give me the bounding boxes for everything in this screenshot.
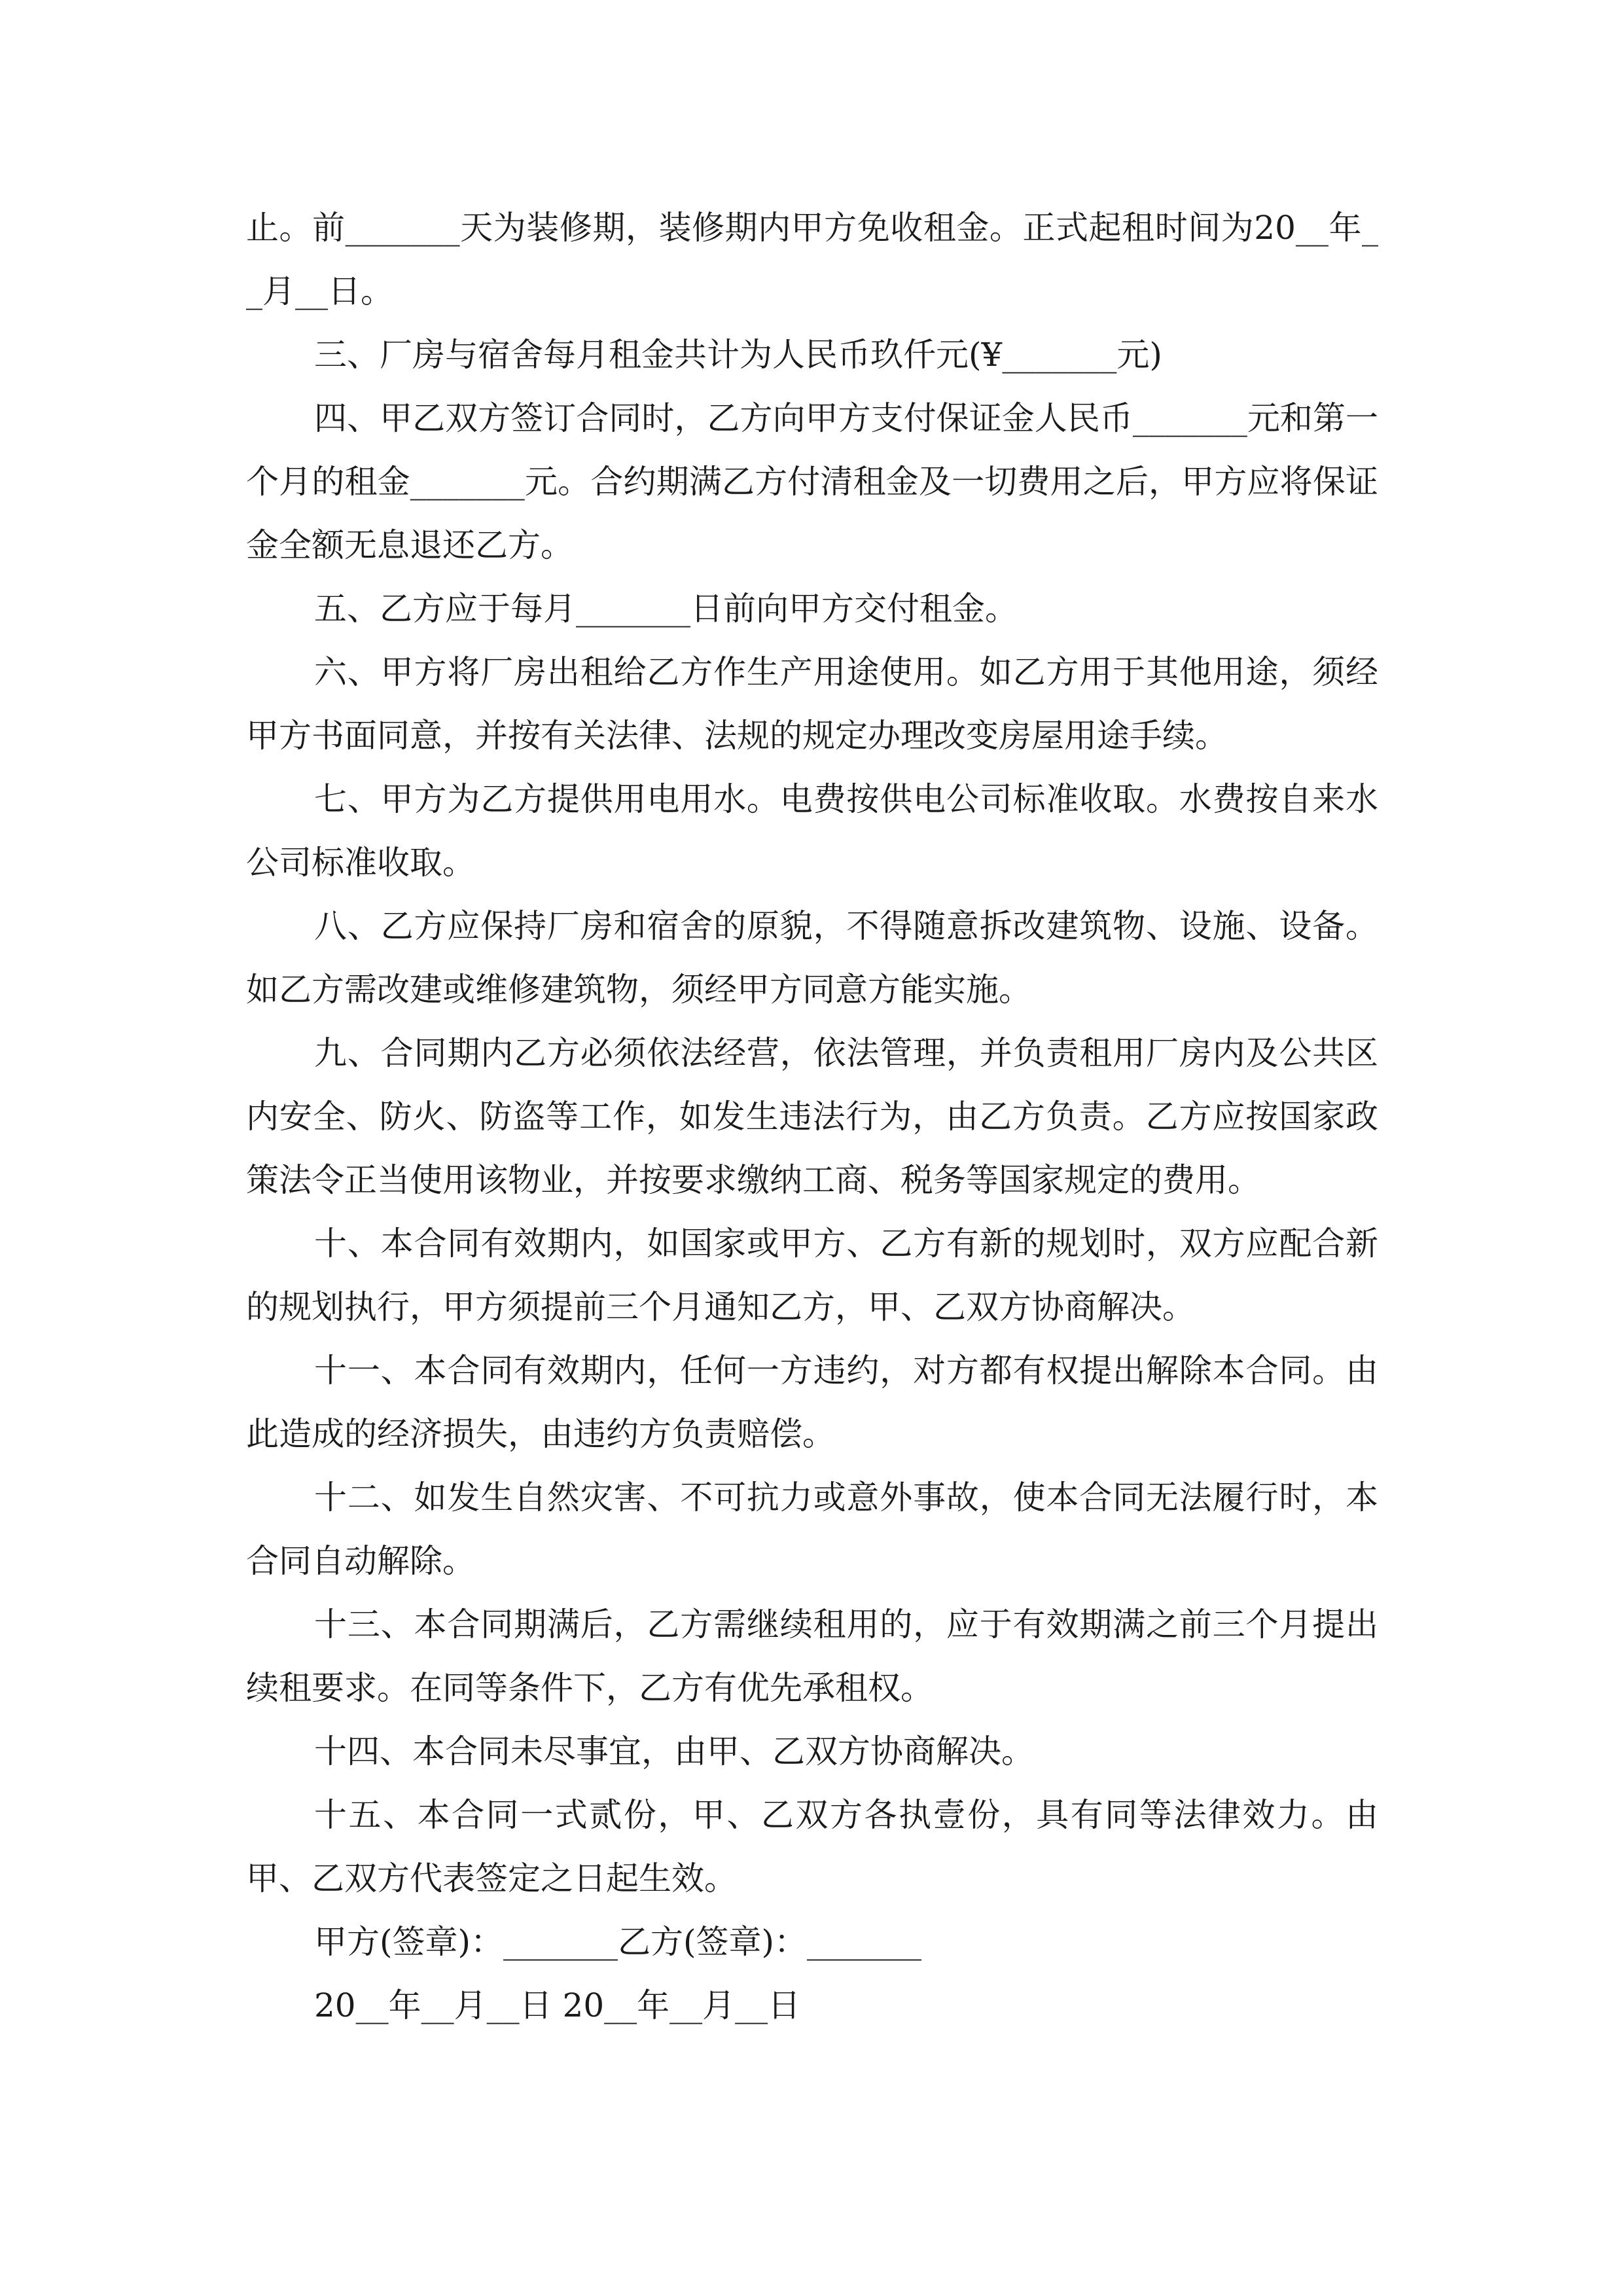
clause-4-deposit: 四、甲乙双方签订合同时，乙方向甲方支付保证金人民币_______元和第一个月的租金_______元。合约期满乙方付清租金及一切费用之后，甲方应将保证金全额无息退还乙方。: [246, 399, 1378, 564]
clause-7-utilities: 七、甲方为乙方提供用电用水。电费按供电公司标准收取。水费按自来水公司标准收取。: [246, 780, 1378, 882]
date-line: 20__年__月__日 20__年__月__日: [314, 1986, 801, 2024]
clause-8-alterations: 八、乙方应保持厂房和宿舍的原貌，不得随意拆改建筑物、设施、设备。如乙方需改建或维修建筑物，须经甲方同意方能实施。: [246, 907, 1378, 1009]
clause-9-compliance: 九、合同期内乙方必须依法经营，依法管理，并负责租用厂房内及公共区内安全、防火、防盗等工作，如发生违法行为，由乙方负责。乙方应按国家政策法令正当使用该物业，并按要求缴纳工商、税务等国家规定的费用。: [246, 1034, 1378, 1199]
clause-start-date: 止。前_______天为装修期，装修期内甲方免收租金。正式起租时间为20__年__月__日。: [246, 209, 1378, 310]
clause-14-other-matters: 十四、本合同未尽事宜，由甲、乙双方协商解决。: [314, 1732, 1034, 1770]
clause-12-force-majeure: 十二、如发生自然灾害、不可抗力或意外事故，使本合同无法履行时，本合同自动解除。: [246, 1479, 1378, 1580]
clause-11-breach: 十一、本合同有效期内，任何一方违约，对方都有权提出解除本合同。由此造成的经济损失，由违约方负责赔偿。: [246, 1352, 1378, 1453]
clause-13-renewal: 十三、本合同期满后，乙方需继续租用的，应于有效期满之前三个月提出续租要求。在同等条件下，乙方有优先承租权。: [246, 1605, 1378, 1707]
clause-5-payment-day: 五、乙方应于每月_______日前向甲方交付租金。: [314, 590, 1018, 628]
signature-line: 甲方(签章)：_______乙方(签章)：_______: [314, 1923, 922, 1961]
clause-6-usage: 六、甲方将厂房出租给乙方作生产用途使用。如乙方用于其他用途，须经甲方书面同意，并按有关法律、法规的规定办理改变房屋用途手续。: [246, 653, 1378, 755]
clause-15-copies: 十五、本合同一式贰份，甲、乙双方各执壹份，具有同等法律效力。由甲、乙双方代表签定之日起生效。: [246, 1796, 1378, 1897]
clause-3-rent: 三、厂房与宿舍每月租金共计为人民币玖仟元(¥_______元): [314, 336, 1162, 374]
contract-body: [246, 196, 1378, 2037]
clause-10-planning: 十、本合同有效期内，如国家或甲方、乙方有新的规划时，双方应配合新的规划执行，甲方须提前三个月通知乙方，甲、乙双方协商解决。: [246, 1225, 1378, 1326]
